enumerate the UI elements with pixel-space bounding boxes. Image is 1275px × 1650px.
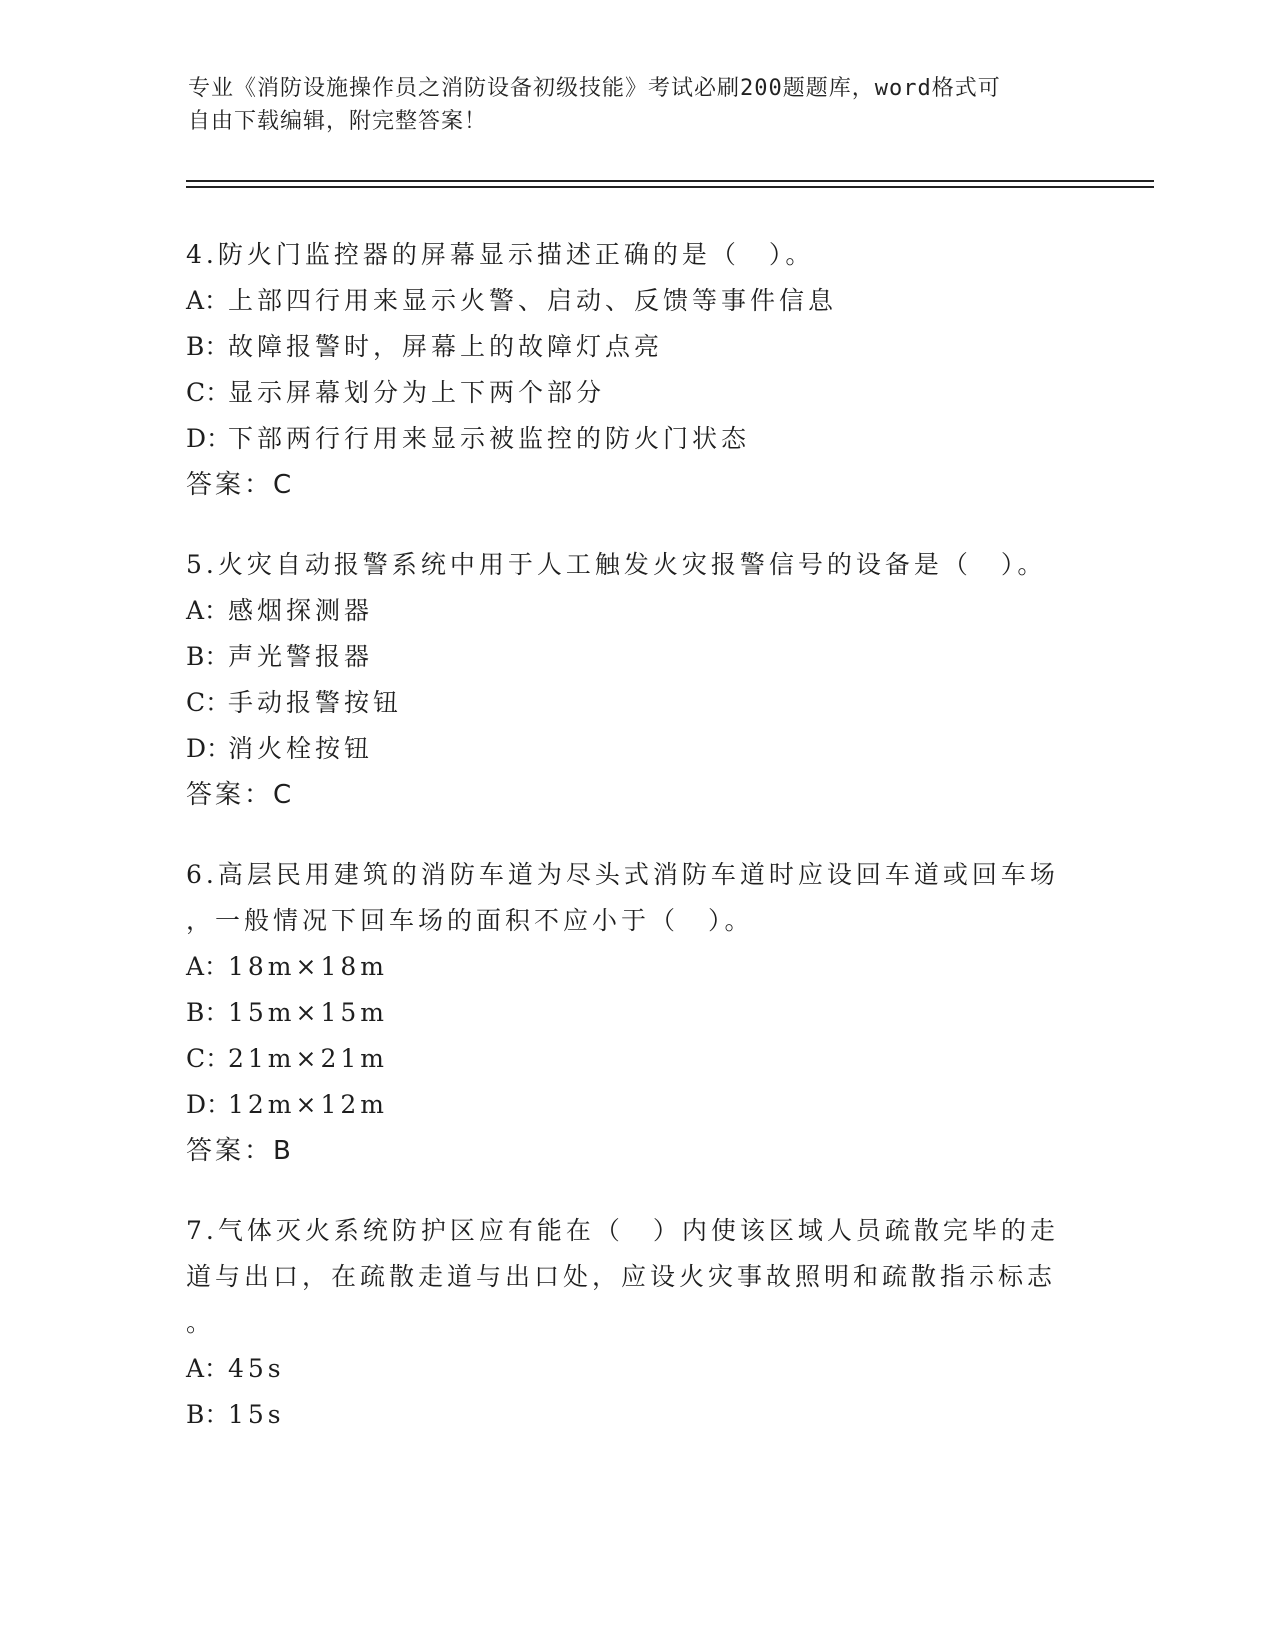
option-letter: A： [186,1354,230,1383]
document-header [188,72,1088,138]
answer-line: 答案：C [186,470,295,500]
option-b [186,634,1086,680]
option-text: 21m×21m [228,1044,388,1073]
option-letter: A： [186,596,230,625]
option-letter: D： [186,1090,232,1119]
option-letter: D： [186,424,232,453]
option-d [186,416,1086,462]
question-7 [186,1208,1086,1438]
question-stem-line-2: 道与出口，在疏散走道与出口处，应设火灾事故照明和疏散指示标志 [186,1262,1057,1291]
option-c [186,370,1086,416]
answer-line: 答案：C [186,780,295,810]
option-letter: C： [186,688,231,717]
option-text: 感烟探测器 [228,596,374,625]
question-stem-line-2: ，一般情况下回车场的面积不应小于（ ）。 [186,906,754,935]
option-letter: B： [186,332,230,361]
question-stem-line-1: 6.高层民用建筑的消防车道为尽头式消防车道时应设回车道或回车场 [186,860,1059,889]
option-text: 声光警报器 [228,642,374,671]
option-letter: B： [186,1400,230,1429]
option-letter: C： [186,378,231,407]
option-b [186,990,1086,1036]
question-stem-line-1: 7.气体灭火系统防护区应有能在（ ）内使该区域人员疏散完毕的走 [186,1216,1059,1245]
option-letter: A： [186,952,230,981]
question-stem-line-3: 。 [186,1308,216,1337]
option-text: 12m×12m [228,1090,388,1119]
option-text: 15m×15m [228,998,388,1027]
option-text: 显示屏幕划分为上下两个部分 [228,378,606,407]
option-text: 上部四行用来显示火警、启动、反馈等事件信息 [228,286,838,315]
header-divider-bottom [186,186,1154,188]
question-stem: 4.防火门监控器的屏幕显示描述正确的是（ ）。 [186,240,815,269]
option-letter: B： [186,642,230,671]
option-text: 消火栓按钮 [228,734,374,763]
option-letter: A： [186,286,230,315]
option-b [186,1392,1086,1438]
answer-line: 答案：B [186,1136,294,1166]
option-a [186,588,1086,634]
option-letter: B： [186,998,230,1027]
header-line-2: 自由下载编辑，附完整答案！ [188,109,488,134]
option-a [186,944,1086,990]
option-letter: D： [186,734,232,763]
question-6 [186,852,1086,1174]
question-list [186,232,1086,1472]
option-d [186,726,1086,772]
option-text: 手动报警按钮 [228,688,403,717]
question-stem: 5.火灾自动报警系统中用于人工触发火灾报警信号的设备是（ ）。 [186,550,1047,579]
option-text: 15s [228,1400,285,1429]
question-4 [186,232,1086,508]
option-a [186,278,1086,324]
option-d [186,1082,1086,1128]
option-a [186,1346,1086,1392]
option-letter: C： [186,1044,231,1073]
option-text: 故障报警时，屏幕上的故障灯点亮 [228,332,664,361]
option-c [186,680,1086,726]
question-5 [186,542,1086,818]
option-text: 下部两行行用来显示被监控的防火门状态 [228,424,751,453]
option-c [186,1036,1086,1082]
option-text: 18m×18m [228,952,388,981]
option-b [186,324,1086,370]
header-line-1: 专业《消防设施操作员之消防设备初级技能》考试必刷200题题库，word格式可 [188,76,1001,101]
header-divider-top [186,180,1154,182]
option-text: 45s [228,1354,285,1383]
